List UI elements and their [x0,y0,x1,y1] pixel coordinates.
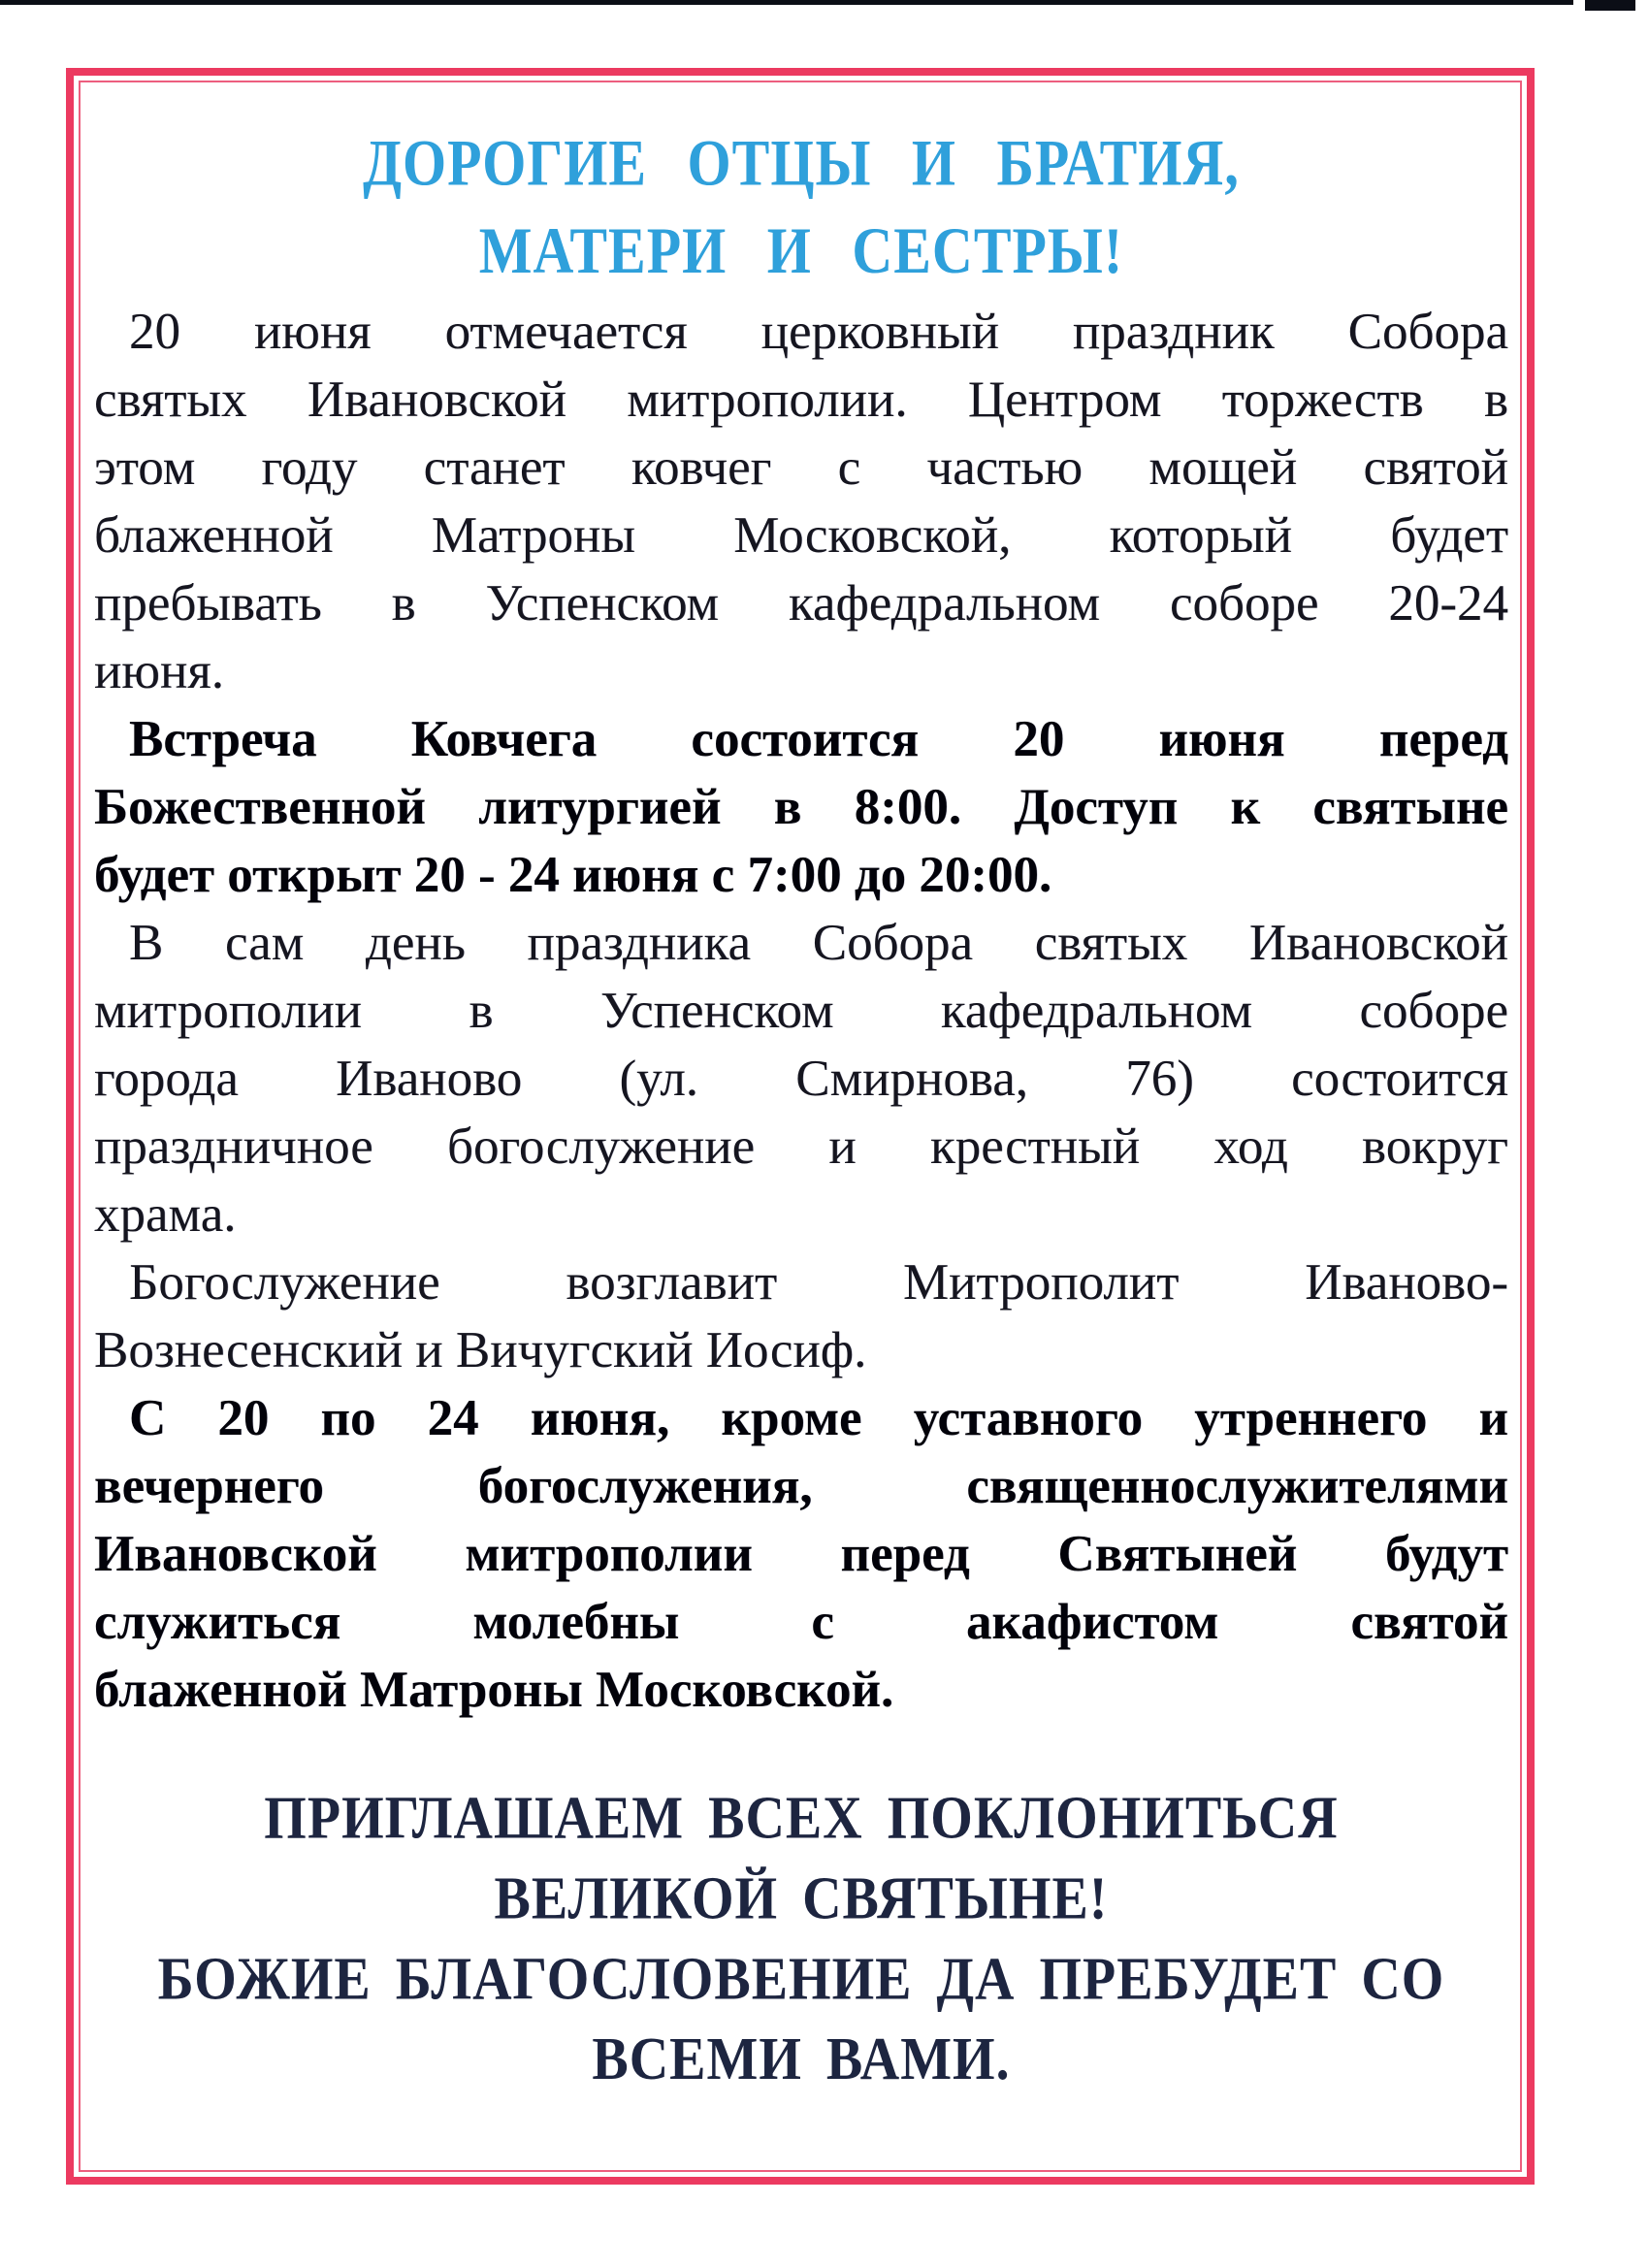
closing-line-1: ПРИГЛАШАЕМ ВСЕХ ПОКЛОНИТЬСЯ [264,1784,1339,1853]
paragraph-line: города Иваново (ул. Смирнова, 76) состоится [94,1051,1508,1107]
paragraph-liturgy-celebrant [94,1248,1508,1384]
paragraph-line: святых Ивановской митрополии. Центром торжеств в [94,372,1508,428]
paragraph-line: В сам день праздника Собора святых Ивановской [129,915,1508,971]
paragraph-line: митрополии в Успенском кафедральном соборе [94,983,1508,1039]
closing-invitation [94,1778,1508,2100]
closing-line-2: ВЕЛИКОЙ СВЯТЫНЕ! [494,1864,1109,1933]
scan-edge-top-bar [0,0,1573,5]
decorative-pink-frame-inner-line [79,81,1522,2172]
paragraph-line: храма. [94,1186,237,1243]
paragraph-line: Встреча Ковчега состоится 20 июня перед [129,711,1508,767]
paragraph-line: блаженной Матроны Московской. [94,1662,894,1718]
paragraph-feast-day-service [94,909,1508,1248]
scan-edge-top-right-mark [1585,0,1635,11]
closing-line-3: БОЖИЕ БЛАГОСЛОВЕНИЕ ДА ПРЕБУДЕТ СО [157,1945,1445,2013]
closing-line-4: ВСЕМИ ВАМИ. [592,2025,1011,2093]
paragraph-line: Божественной литургией в 8:00. Доступ к святыне [94,779,1508,835]
paragraph-ark-meeting-schedule [94,705,1508,909]
paragraph-line: вечернего богослужения, священнослужителями [94,1458,1508,1514]
decorative-pink-frame [66,68,1535,2185]
title-line-2: МАТЕРИ И СЕСТРЫ! [478,213,1124,287]
paragraph-line: С 20 по 24 июня, кроме уставного утреннего и [129,1390,1508,1446]
paragraph-line: пребывать в Успенском кафедральном соборе 20-24 [94,575,1508,632]
paragraph-line: этом году станет ковчег с частью мощей святой [94,439,1508,496]
paragraph-line: Богослужение возглавит Митрополит Иваново- [129,1254,1508,1311]
paragraph-line: служиться молебны с акафистом святой [94,1594,1508,1650]
paragraph-line: Вознесенский и Вичугский Иосиф. [94,1322,867,1378]
paragraph-line: июня. [94,643,224,699]
announcement-body [94,298,1508,1724]
paragraph-line: будет открыт 20 - 24 июня с 7:00 до 20:00. [94,847,1052,903]
announcement-title [94,119,1508,295]
paragraph-line: 20 июня отмечается церковный праздник Собора [129,304,1508,360]
paragraph-line: праздничное богослужение и крестный ход вокруг [94,1118,1508,1175]
paragraph-feast-intro [94,298,1508,705]
paragraph-line: Ивановской митрополии перед Святыней будут [94,1526,1508,1582]
title-line-1: ДОРОГИЕ ОТЦЫ И БРАТИЯ, [363,125,1240,200]
paragraph-line: блаженной Матроны Московской, который будет [94,507,1508,564]
paragraph-moleben-akathist-schedule [94,1384,1508,1724]
